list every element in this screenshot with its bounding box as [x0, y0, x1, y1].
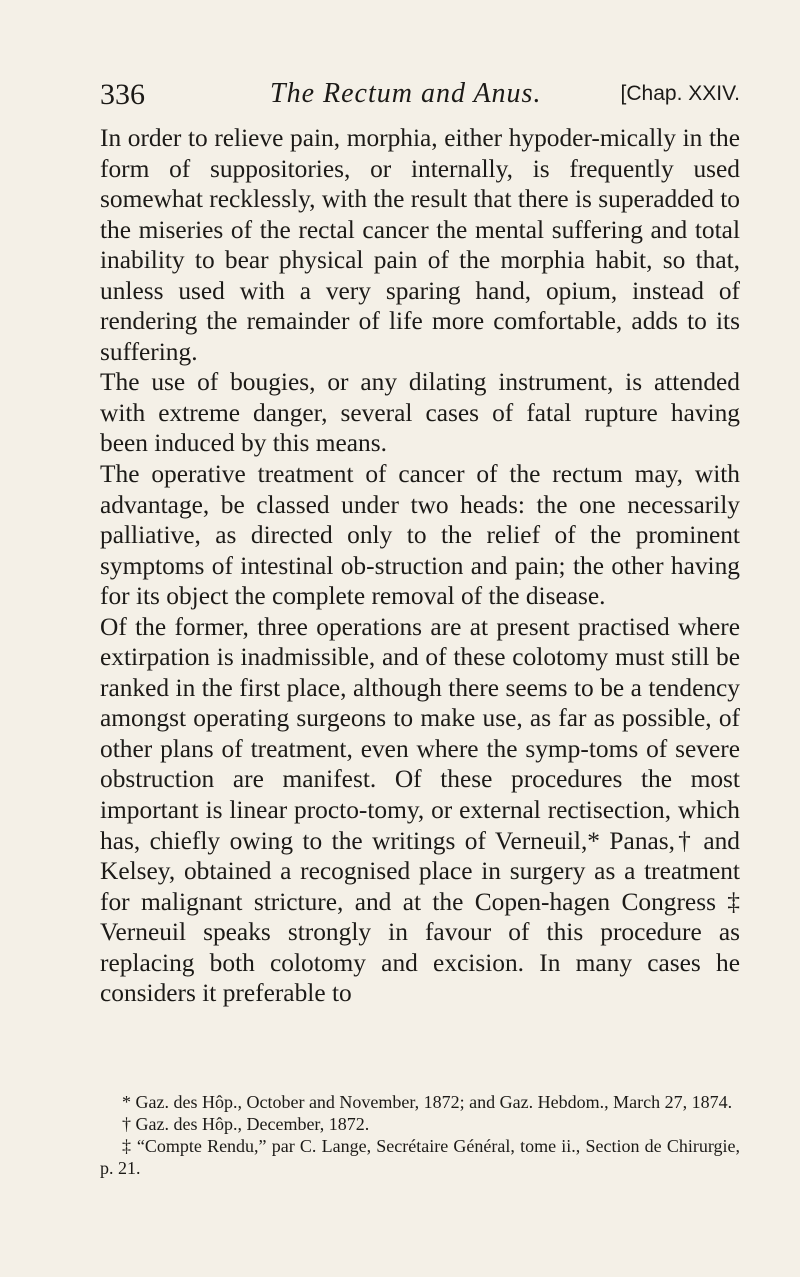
footnote-2: † Gaz. des Hôp., December, 1872.: [122, 1114, 370, 1134]
paragraph-1: In order to relieve pain, morphia, either hypoder-mically in the form of suppositories, or internally, is frequently used somewhat recklessly, with the result that there is superadded to the miseries of the rectal cancer the mental suffering and total inability to bear physical pain of the morphia habit, so that, unless used with a very sparing hand, opium, instead of rendering the remainder of life more comfortable, adds to its suffering.: [100, 124, 740, 366]
page-number: 336: [100, 78, 145, 111]
chapter-label: [Chap. XXIV.: [620, 82, 740, 105]
paragraph-4: Of the former, three operations are at present practised where extirpation is inadmissible, and of these colotomy must still be ranked in the first place, although there seems to be a tendency amongst operating surgeons to make use, as far as possible, of other plans of treatment, even where the symp-toms of severe obstruction are manifest. Of these procedures the most important is linear procto-tomy, or external rectisection, which has, chiefly owing to the writings of Verneuil,* Panas,† and Kelsey, obtained a recognised place in surgery as a treatment for malignant stricture, and at the Copen-hagen Congress ‡ Verneuil speaks strongly in favour of this procedure as replacing both colotomy and excision. In many cases he considers it preferable to: [100, 612, 740, 1008]
paragraph-3: The operative treatment of cancer of the rectum may, with advantage, be classed under two heads: the one necessarily palliative, as directed only to the relief of the prominent symptoms of intestinal ob-struction and pain; the other having for its object the complete removal of the disease.: [100, 460, 740, 611]
paragraph-2: The use of bougies, or any dilating instrument, is attended with extreme danger, several cases of fatal rupture having been induced by this means.: [100, 368, 740, 458]
footnotes: [100, 1091, 740, 1179]
footnote-3: ‡ “Compte Rendu,” par C. Lange, Secrétaire Général, tome ii., Section de Chirurgie, p. 21.: [100, 1136, 740, 1178]
footnote-1: * Gaz. des Hôp., October and November, 1872; and Gaz. Hebdom., March 27, 1874.: [122, 1092, 733, 1112]
body-text: [100, 123, 740, 1009]
page-header: [100, 74, 740, 114]
running-title: The Rectum and Anus.: [270, 78, 542, 109]
